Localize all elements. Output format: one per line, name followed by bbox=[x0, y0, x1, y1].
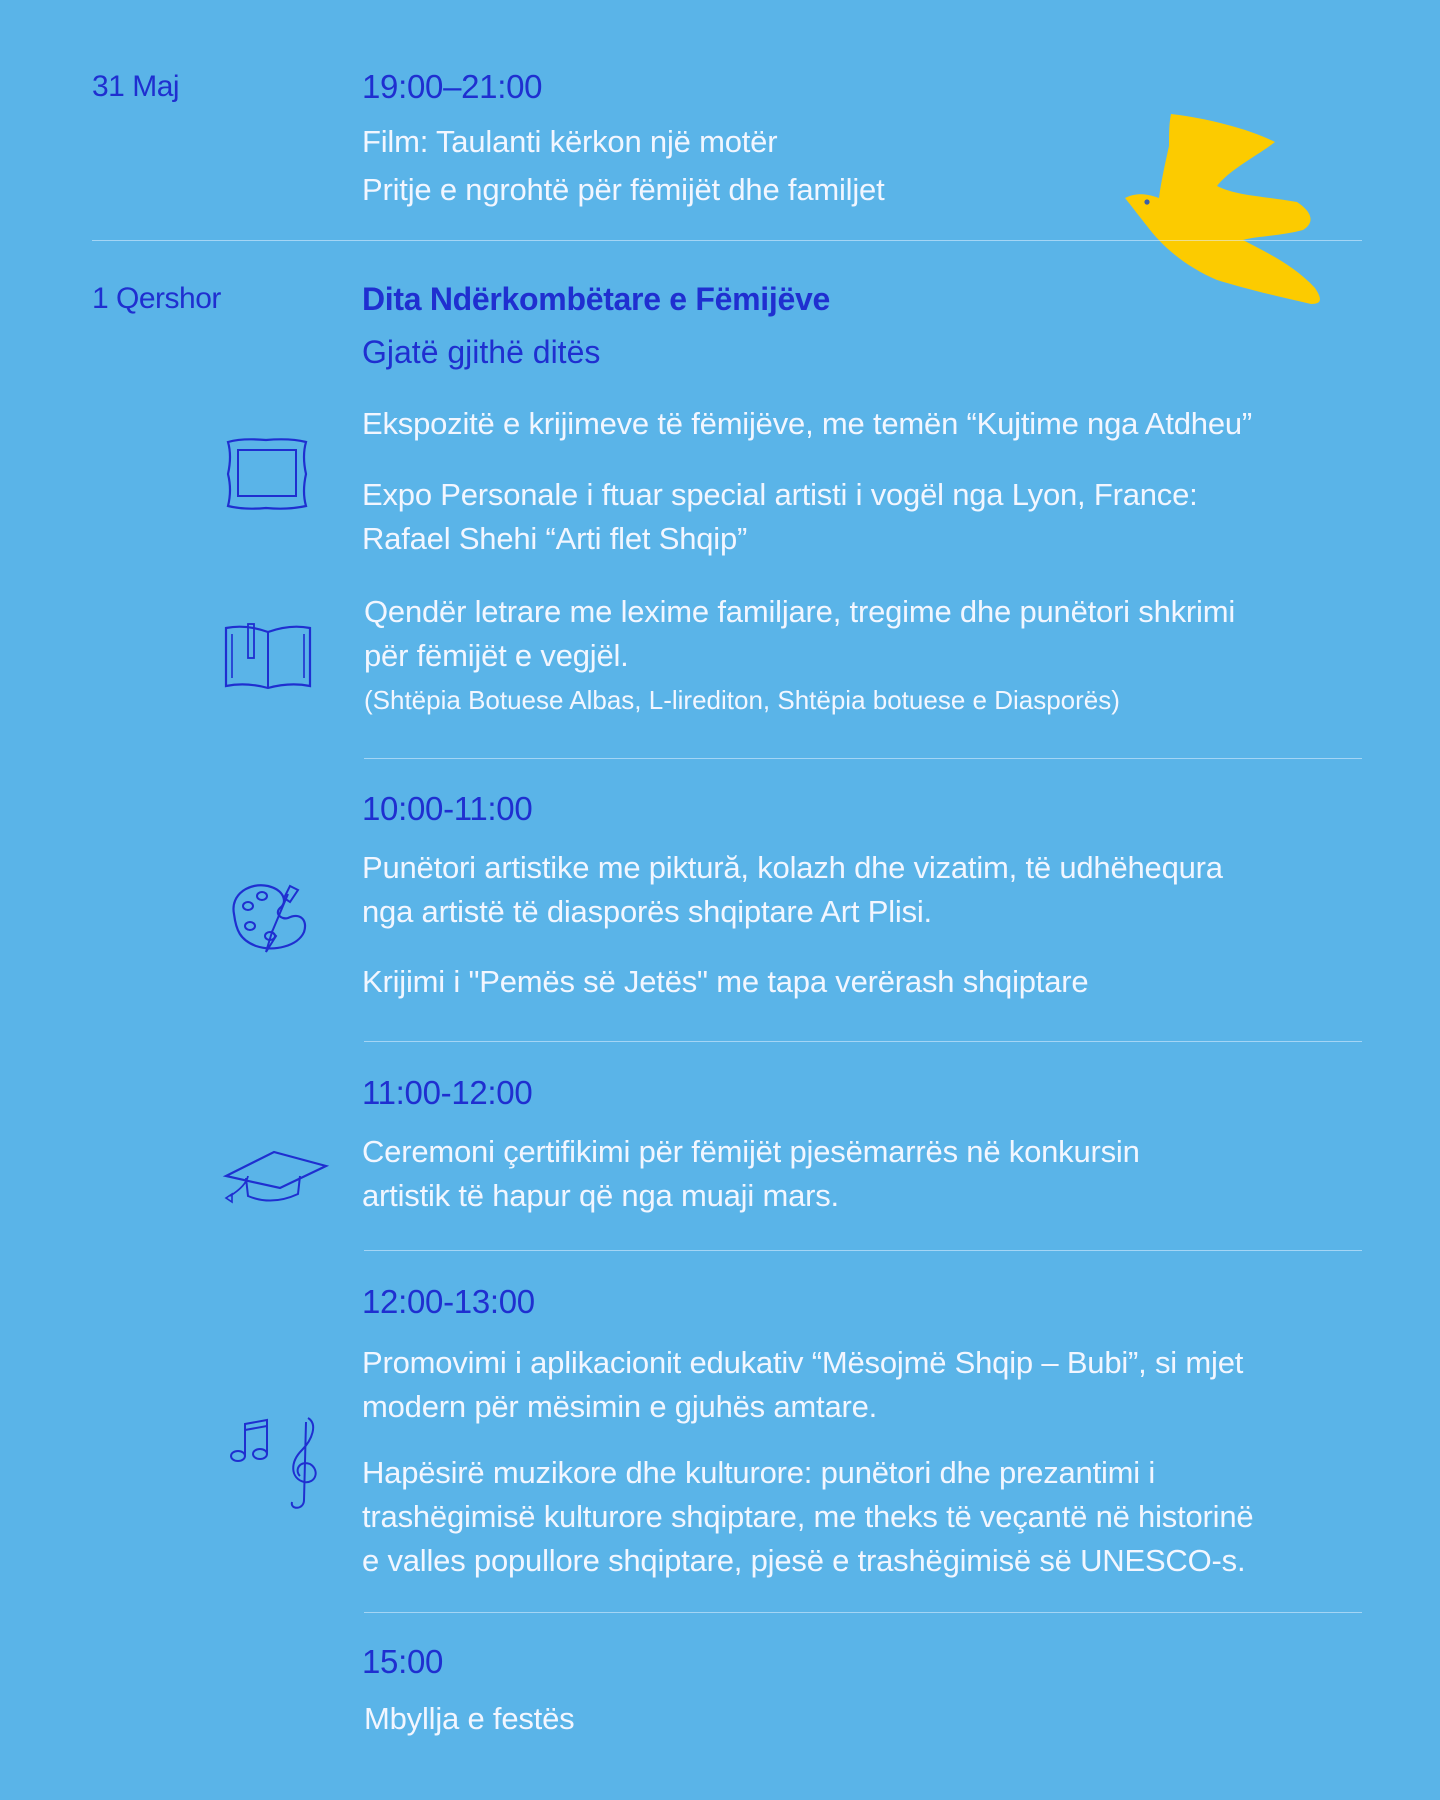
app-promo-line2: modern për mësimin e gjuhës amtare. bbox=[362, 1389, 878, 1424]
graduation-cap-icon bbox=[222, 1146, 332, 1208]
time-evening: 19:00–21:00 bbox=[362, 68, 543, 105]
literary-line1: Qendër letrare me lexime familjare, tregime dhe punëtori shkrimi bbox=[364, 594, 1236, 629]
music-culture-line2: trashëgimisë kulturore shqiptare, me theks të veçantë në historinë bbox=[362, 1499, 1254, 1534]
dove-icon bbox=[1125, 112, 1345, 307]
date-1-qershor: 1 Qershor bbox=[92, 282, 221, 315]
date-31-maj: 31 Maj bbox=[92, 70, 180, 103]
music-notes-icon bbox=[228, 1414, 328, 1514]
divider bbox=[364, 1041, 1362, 1042]
day-subtitle: Gjatë gjithë ditës bbox=[362, 334, 601, 370]
time-10-11: 10:00-11:00 bbox=[362, 790, 533, 827]
expo-personal-line1: Expo Personale i ftuar special artisti i vogël nga Lyon, France: bbox=[362, 477, 1198, 512]
art-workshop-line2: nga artistë të diasporës shqiptare Art Plisi. bbox=[362, 894, 932, 929]
divider bbox=[364, 1612, 1362, 1613]
palette-icon bbox=[226, 880, 318, 956]
literary-line2: për fëmijët e vegjël. bbox=[364, 638, 629, 673]
expo-children-line: Ekspozitë e krijimeve të fëmijëve, me temën “Kujtime nga Atdheu” bbox=[362, 406, 1253, 441]
app-promo-line1: Promovimi i aplikacionit edukativ “Mësojmë Shqip – Bubi”, si mjet bbox=[362, 1345, 1244, 1380]
picture-frame-icon bbox=[222, 436, 312, 512]
open-book-icon bbox=[222, 622, 314, 692]
ceremony-line1: Ceremoni çertifikimi për fëmijët pjesëmarrës në konkursin bbox=[362, 1134, 1140, 1169]
music-culture-line1: Hapësirë muzikore dhe kulturore: punëtori dhe prezantimi i bbox=[362, 1455, 1156, 1490]
tree-of-life-line: Krijimi i "Pemës së Jetës" me tapa verërash shqiptare bbox=[362, 964, 1089, 999]
music-culture-line3: e valles popullore shqiptare, pjesë e trashëgimisë së UNESCO-s. bbox=[362, 1543, 1246, 1578]
expo-personal-line2: Rafael Shehi “Arti flet Shqip” bbox=[362, 521, 748, 556]
day-title: Dita Ndërkombëtare e Fëmijëve bbox=[362, 281, 830, 317]
film-line: Film: Taulanti kërkon një motër bbox=[362, 124, 778, 159]
divider bbox=[92, 240, 1362, 241]
divider bbox=[364, 758, 1362, 759]
publishers-note: (Shtëpia Botuese Albas, L-lirediton, Shtëpia botuese e Diasporës) bbox=[364, 685, 1120, 715]
closing-line: Mbyllja e festës bbox=[364, 1701, 575, 1736]
reception-line: Pritje e ngrohtë për fëmijët dhe familjet bbox=[362, 172, 885, 207]
art-workshop-line1: Punëtori artistike me piktură, kolazh dhe vizatim, të udhëhequra bbox=[362, 850, 1223, 885]
divider bbox=[364, 1250, 1362, 1251]
time-11-12: 11:00-12:00 bbox=[362, 1074, 533, 1111]
time-12-13: 12:00-13:00 bbox=[362, 1283, 535, 1320]
time-15: 15:00 bbox=[362, 1643, 444, 1680]
ceremony-line2: artistik të hapur që nga muaji mars. bbox=[362, 1178, 839, 1213]
